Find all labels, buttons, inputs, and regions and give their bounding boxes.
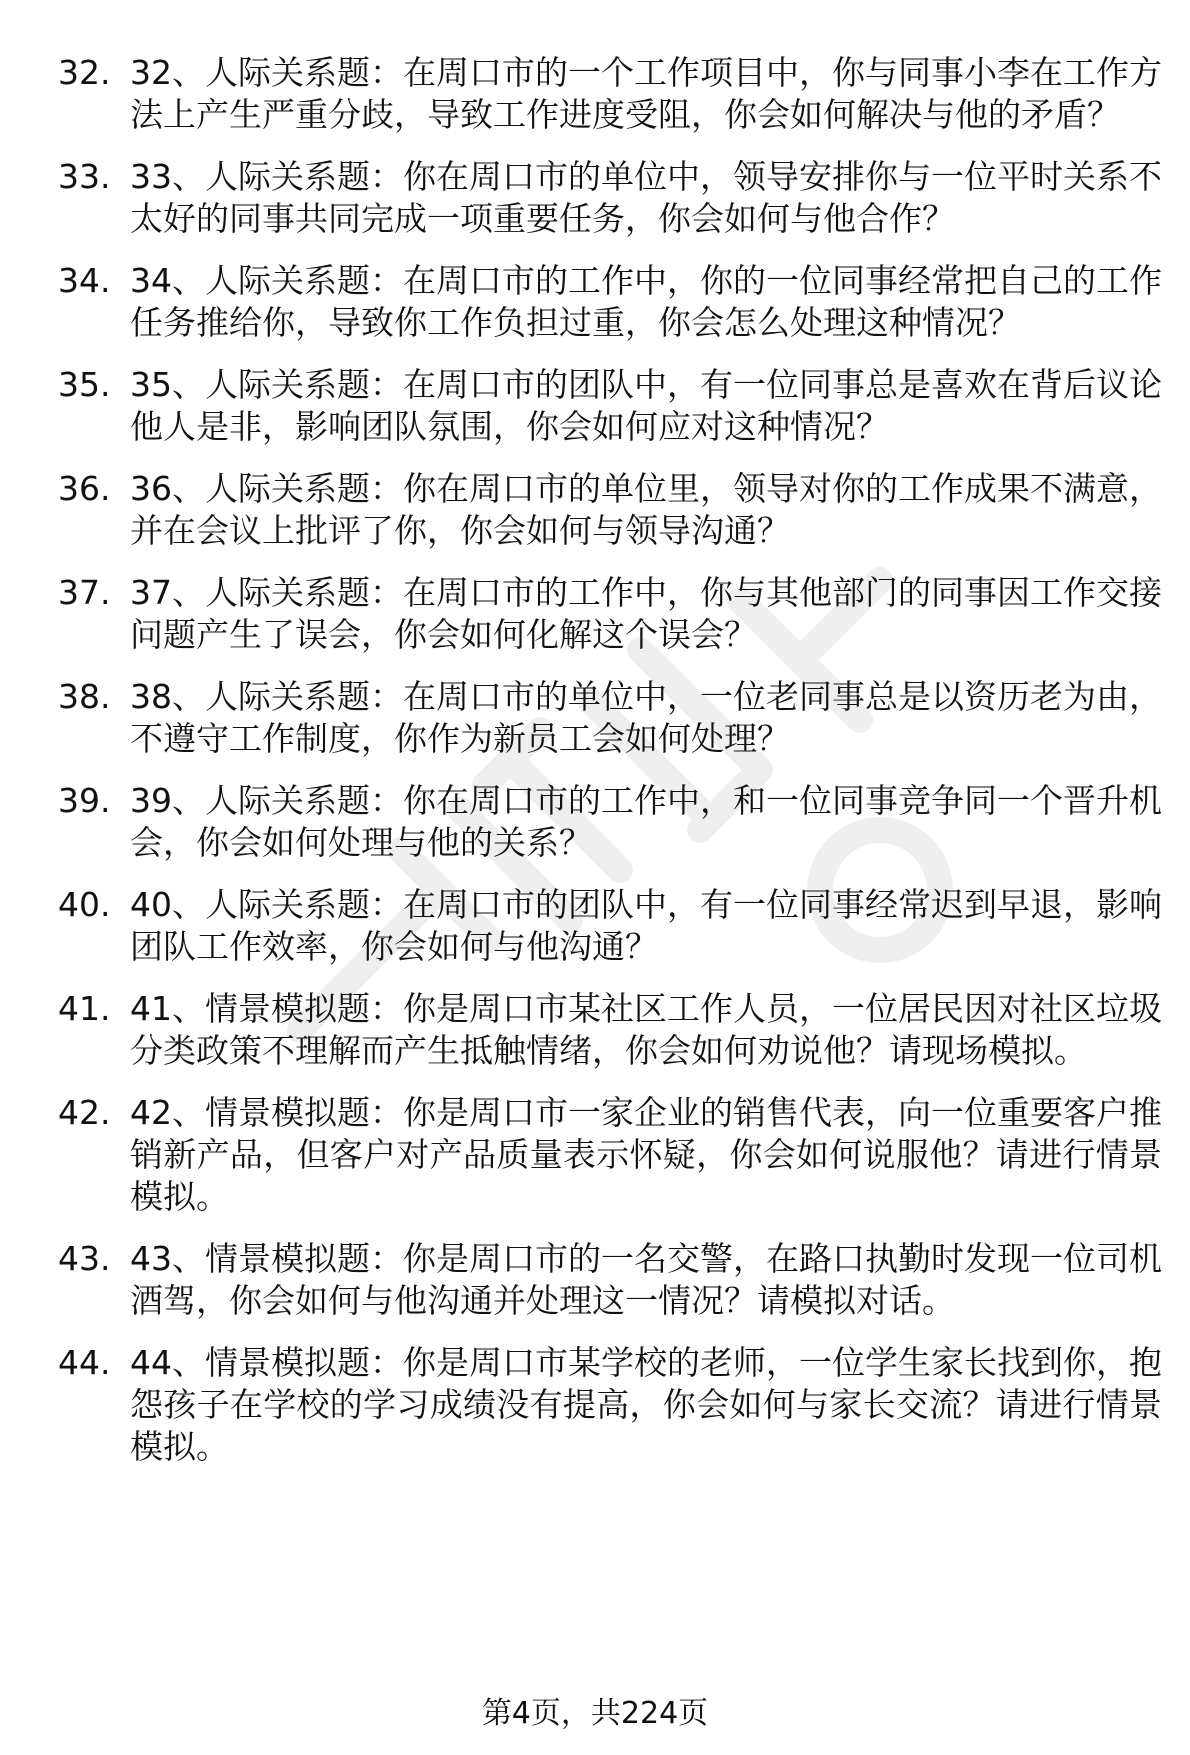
question-number: 33.	[58, 157, 111, 196]
question-text: 34、人际关系题：在周口市的工作中，你的一位同事经常把自己的工作任务推给你，导致你工作负担过重，你会怎么处理这种情况？	[130, 261, 1162, 342]
question-number: 38.	[58, 677, 111, 716]
question-item	[0, 260, 1190, 344]
question-text: 41、情景模拟题：你是周口市某社区工作人员，一位居民因对社区垃圾分类政策不理解而产生抵触情绪，你会如何劝说他？请现场模拟。	[130, 989, 1162, 1070]
question-list	[0, 52, 1190, 1488]
question-number: 34.	[58, 261, 111, 300]
question-item	[0, 988, 1190, 1072]
question-item	[0, 52, 1190, 136]
question-number: 32.	[58, 53, 111, 92]
question-text: 38、人际关系题：在周口市的单位中，一位老同事总是以资历老为由，不遵守工作制度，你作为新员工会如何处理？	[130, 677, 1162, 758]
question-number: 40.	[58, 885, 111, 924]
page-footer: 第4页，共224页	[481, 1696, 709, 1731]
question-item	[0, 676, 1190, 760]
question-number: 42.	[58, 1093, 111, 1132]
question-item	[0, 1342, 1190, 1468]
question-text: 32、人际关系题：在周口市的一个工作项目中，你与同事小李在工作方法上产生严重分歧，导致工作进度受阻，你会如何解决与他的矛盾？	[130, 53, 1162, 134]
question-item	[0, 156, 1190, 240]
question-text: 44、情景模拟题：你是周口市某学校的老师，一位学生家长找到你，抱怨孩子在学校的学习成绩没有提高，你会如何与家长交流？请进行情景模拟。	[130, 1343, 1162, 1466]
question-number: 44.	[58, 1343, 111, 1382]
question-number: 43.	[58, 1239, 111, 1278]
question-text: 35、人际关系题：在周口市的团队中，有一位同事总是喜欢在背后议论他人是非，影响团队氛围，你会如何应对这种情况？	[130, 365, 1162, 446]
question-item	[0, 364, 1190, 448]
question-text: 39、人际关系题：你在周口市的工作中，和一位同事竞争同一个晋升机会，你会如何处理与他的关系？	[130, 781, 1162, 862]
question-number: 39.	[58, 781, 111, 820]
question-number: 41.	[58, 989, 111, 1028]
question-text: 37、人际关系题：在周口市的工作中，你与其他部门的同事因工作交接问题产生了误会，你会如何化解这个误会？	[130, 573, 1162, 654]
question-text: 43、情景模拟题：你是周口市的一名交警，在路口执勤时发现一位司机酒驾，你会如何与他沟通并处理这一情况？请模拟对话。	[130, 1239, 1162, 1320]
question-text: 42、情景模拟题：你是周口市一家企业的销售代表，向一位重要客户推销新产品，但客户对产品质量表示怀疑，你会如何说服他？请进行情景模拟。	[130, 1093, 1162, 1216]
question-item	[0, 884, 1190, 968]
question-item	[0, 572, 1190, 656]
question-number: 37.	[58, 573, 111, 612]
question-text: 40、人际关系题：在周口市的团队中，有一位同事经常迟到早退，影响团队工作效率，你会如何与他沟通？	[130, 885, 1162, 966]
question-text: 33、人际关系题：你在周口市的单位中，领导安排你与一位平时关系不太好的同事共同完成一项重要任务，你会如何与他合作？	[130, 157, 1162, 238]
question-number: 36.	[58, 469, 111, 508]
question-item	[0, 1092, 1190, 1218]
question-number: 35.	[58, 365, 111, 404]
question-item	[0, 1238, 1190, 1322]
question-item	[0, 780, 1190, 864]
question-item	[0, 468, 1190, 552]
question-text: 36、人际关系题：你在周口市的单位里，领导对你的工作成果不满意，并在会议上批评了你，你会如何与领导沟通？	[130, 469, 1162, 550]
